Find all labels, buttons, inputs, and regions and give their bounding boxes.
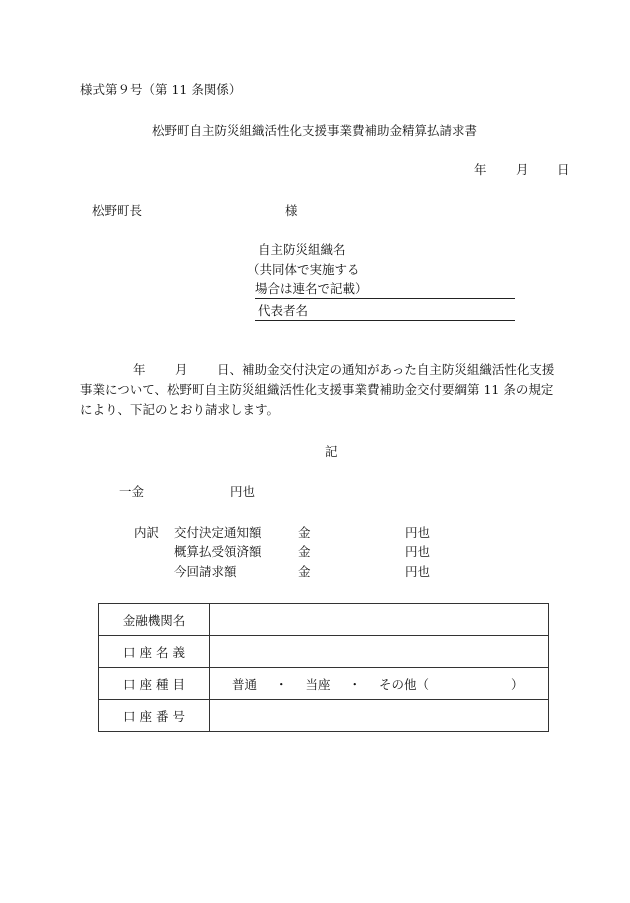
amount-label: 一金 bbox=[119, 484, 145, 499]
account-number-field[interactable] bbox=[210, 700, 549, 732]
joint-note-line2 bbox=[255, 283, 515, 298]
body-month: 月 bbox=[175, 362, 188, 377]
addressee-honorific: 様 bbox=[285, 203, 298, 218]
account-holder-field[interactable] bbox=[210, 636, 549, 668]
ki-heading: 記 bbox=[325, 444, 338, 459]
breakdown-item-kin: 金 bbox=[298, 564, 311, 579]
date-month: 月 bbox=[516, 162, 529, 177]
date-day: 日 bbox=[557, 162, 570, 177]
representative-underline bbox=[255, 320, 515, 321]
bank-name-label: 金融機関名 bbox=[99, 604, 210, 636]
joint-note-line2-text: 場合は連名で記載） bbox=[255, 281, 368, 296]
form-number: 様式第９号（第 11 条関係） bbox=[80, 82, 242, 97]
org-name-label: 自主防災組織名 bbox=[258, 242, 346, 257]
table-row bbox=[99, 700, 549, 732]
account-type-other[interactable]: その他（ bbox=[379, 676, 430, 692]
account-type-label: 口 座 種 目 bbox=[99, 668, 210, 700]
body-line3: により、下記のとおり請求します。 bbox=[80, 402, 280, 417]
breakdown-item-name: 概算払受領済額 bbox=[174, 544, 262, 559]
joint-note-line1: （共同体で実施する bbox=[247, 262, 360, 277]
org-name-underline bbox=[255, 298, 515, 299]
bank-account-table bbox=[98, 603, 549, 732]
body-line2: 事業について、松野町自主防災組織活性化支援事業費補助金交付要綱第 11 条の規定 bbox=[80, 382, 554, 397]
breakdown-item-name: 今回請求額 bbox=[174, 564, 237, 579]
account-type-current[interactable]: 当座 bbox=[305, 676, 331, 692]
amount-unit: 円也 bbox=[230, 484, 256, 499]
bank-name-field[interactable] bbox=[210, 604, 549, 636]
breakdown-item-unit: 円也 bbox=[405, 544, 431, 559]
breakdown-item-unit: 円也 bbox=[405, 525, 431, 540]
breakdown-label: 内訳 bbox=[134, 525, 160, 540]
breakdown-item-kin: 金 bbox=[298, 544, 311, 559]
account-holder-label: 口 座 名 義 bbox=[99, 636, 210, 668]
table-row bbox=[99, 636, 549, 668]
account-type-field[interactable] bbox=[210, 668, 549, 700]
representative-label: 代表者名 bbox=[258, 303, 309, 318]
breakdown-item-kin: 金 bbox=[298, 525, 311, 540]
document-title: 松野町自主防災組織活性化支援事業費補助金精算払請求書 bbox=[152, 123, 478, 138]
account-number-label: 口 座 番 号 bbox=[99, 700, 210, 732]
date-year: 年 bbox=[474, 162, 487, 177]
account-type-other-close: ） bbox=[511, 676, 524, 692]
separator-dot: ・ bbox=[275, 676, 288, 692]
addressee-name: 松野町長 bbox=[92, 203, 143, 218]
account-type-ordinary[interactable]: 普通 bbox=[232, 676, 258, 692]
table-row bbox=[99, 668, 549, 700]
breakdown-item-name: 交付決定通知額 bbox=[174, 525, 262, 540]
table-row bbox=[99, 604, 549, 636]
separator-dot: ・ bbox=[348, 676, 362, 692]
body-year: 年 bbox=[133, 362, 146, 377]
breakdown-item-unit: 円也 bbox=[405, 564, 431, 579]
body-line1: 日、補助金交付決定の通知があった自主防災組織活性化支援 bbox=[217, 362, 555, 377]
